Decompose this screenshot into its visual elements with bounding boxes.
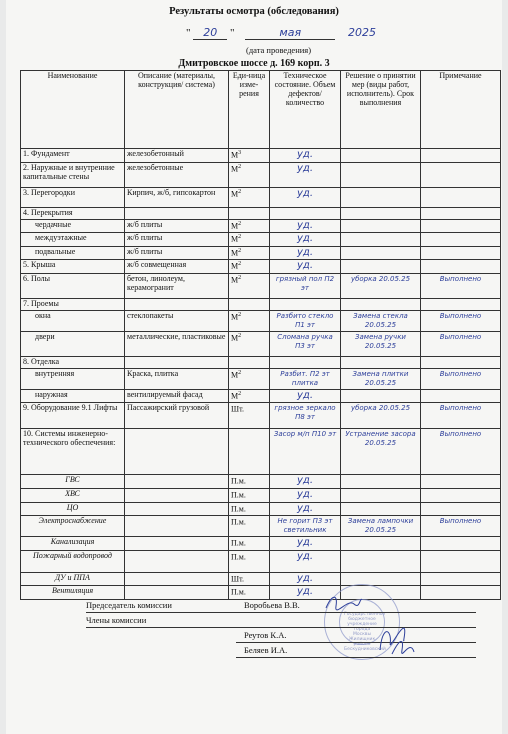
row-decision: [341, 219, 421, 233]
row-unit: [229, 516, 270, 537]
row-state: [270, 233, 341, 247]
table-row: [21, 219, 501, 233]
row-decision-handwriting: Устранение засора 20.05.25: [345, 430, 416, 448]
row-decision-handwriting: Замена плитки 20.05.25: [352, 369, 409, 387]
inspection-document: [6, 0, 502, 734]
row-state-handwriting: Засор м/п П10 эт: [273, 430, 337, 439]
row-decision-handwriting: уборка 20.05.25: [350, 275, 411, 284]
row-name: 3. Перегородки: [21, 187, 125, 207]
row-state: [270, 274, 341, 299]
row-note: [421, 429, 501, 475]
row-decision: [341, 403, 421, 429]
row-state-handwriting: уд.: [296, 246, 313, 258]
table-row: [21, 368, 501, 389]
unit-value: П.м.: [231, 477, 246, 487]
row-unit: [229, 502, 270, 516]
unit-exponent: 3: [238, 150, 242, 156]
row-decision: [341, 311, 421, 332]
unit-exponent: 2: [238, 163, 242, 170]
row-name: Пожарный водопровод: [21, 550, 125, 572]
row-decision: [341, 489, 421, 503]
row-description: железобетонный: [125, 149, 229, 163]
row-unit: [229, 389, 270, 403]
row-name: Электроснабжение: [21, 516, 125, 537]
row-name: двери: [21, 331, 125, 356]
row-state-handwriting: уд.: [296, 187, 313, 199]
table-row: [21, 274, 501, 299]
row-note: [421, 502, 501, 516]
row-description: ж/б плиты: [125, 219, 229, 233]
row-decision: [341, 187, 421, 207]
member2-name: Беляев И.А.: [244, 645, 288, 655]
row-decision-handwriting: уборка 20.05.25: [350, 404, 411, 413]
row-state-handwriting: уд.: [296, 162, 313, 174]
row-decision-handwriting: Замена ручки 20.05.25: [355, 332, 406, 350]
table-row: [21, 537, 501, 551]
unit-value: М: [231, 370, 239, 380]
row-unit: [229, 299, 270, 311]
row-note: [421, 489, 501, 503]
row-state-handwriting: уд.: [296, 260, 313, 272]
row-note-handwriting: Выполнено: [439, 517, 482, 526]
unit-exponent: 2: [238, 369, 242, 376]
unit-value: М: [231, 248, 239, 258]
member2-line: [236, 645, 476, 658]
unit-exponent: 2: [238, 220, 242, 227]
row-note: [421, 162, 501, 187]
unit-value: П.м.: [231, 588, 246, 598]
row-note: [421, 356, 501, 368]
row-state-handwriting: уд.: [296, 233, 313, 245]
row-state-handwriting: уд.: [296, 149, 313, 160]
row-description: стеклопакеты: [125, 311, 229, 332]
row-decision: [341, 356, 421, 368]
unit-exponent: 2: [238, 332, 242, 339]
row-description: ж/б плиты: [125, 233, 229, 247]
date-day: 20: [193, 27, 227, 40]
row-note: [421, 586, 501, 600]
row-description: [125, 299, 229, 311]
row-state-handwriting: уд.: [296, 537, 313, 549]
unit-value: П.м.: [231, 538, 246, 548]
header-description: Описание (материалы, конструкция/ система): [125, 71, 229, 149]
row-state-handwriting: уд.: [296, 572, 313, 584]
row-note-handwriting: Выполнено: [439, 404, 482, 413]
row-decision: [341, 331, 421, 356]
row-description: вентилируемый фасад: [125, 389, 229, 403]
row-note: [421, 233, 501, 247]
row-note: [421, 516, 501, 537]
row-unit: [229, 572, 270, 586]
inspection-date: [186, 27, 382, 40]
stamp-text: Государственное бюджетное учреждение города Москвы Жилищник района Бескудниковский: [344, 612, 386, 652]
row-name: 6. Полы: [21, 274, 125, 299]
row-state: [270, 537, 341, 551]
table-row: [21, 187, 501, 207]
row-note-handwriting: Выполнено: [439, 332, 482, 341]
row-unit: [229, 219, 270, 233]
row-name: ГВС: [21, 475, 125, 489]
row-state-handwriting: Разбито стекло П1 эт: [276, 312, 334, 329]
row-description: бетон, линолеум, керамогранит: [125, 274, 229, 299]
table-row: [21, 233, 501, 247]
unit-value: М: [231, 150, 239, 160]
row-note-handwriting: Выполнено: [439, 430, 482, 439]
table-row: [21, 502, 501, 516]
row-name: внутренняя: [21, 368, 125, 389]
unit-exponent: 2: [238, 275, 242, 282]
document-title: Результаты осмотра (обследования): [169, 6, 339, 17]
row-state: [270, 162, 341, 187]
row-description: Краска, плитка: [125, 368, 229, 389]
row-decision: [341, 149, 421, 163]
table-row: [21, 429, 501, 475]
unit-value: М: [231, 312, 239, 322]
row-note: [421, 537, 501, 551]
row-name: ЦО: [21, 502, 125, 516]
row-description: [125, 586, 229, 600]
row-state: [270, 260, 341, 274]
table-row: [21, 331, 501, 356]
row-name: 1. Фундамент: [21, 149, 125, 163]
table-row: [21, 162, 501, 187]
table-row: [21, 572, 501, 586]
row-decision: [341, 274, 421, 299]
table-row: [21, 489, 501, 503]
row-note: [421, 389, 501, 403]
row-note: [421, 187, 501, 207]
row-state: [270, 246, 341, 260]
row-description: ж/б плиты: [125, 246, 229, 260]
row-state: [270, 149, 341, 163]
row-note: [421, 331, 501, 356]
row-state-handwriting: уд.: [296, 219, 313, 231]
row-description: [125, 207, 229, 219]
row-state: [270, 331, 341, 356]
row-name: 10. Системы инженерно-технического обеспечения:: [21, 429, 125, 475]
row-unit: [229, 550, 270, 572]
members-label: Члены комиссии: [86, 615, 147, 625]
table-row: [21, 389, 501, 403]
unit-value: Шт.: [231, 405, 244, 415]
unit-value: М: [231, 234, 239, 244]
row-unit: [229, 356, 270, 368]
row-unit: [229, 586, 270, 600]
row-description: [125, 502, 229, 516]
row-state-handwriting: уд.: [296, 475, 313, 487]
header-note: Примечание: [421, 71, 501, 149]
row-description: металлические, пластиковые: [125, 331, 229, 356]
row-note-handwriting: Выполнено: [439, 275, 482, 284]
unit-value: П.м.: [231, 552, 246, 562]
row-decision: [341, 368, 421, 389]
row-unit: [229, 429, 270, 475]
table-row: [21, 260, 501, 274]
unit-exponent: 2: [238, 234, 242, 241]
unit-value: П.м.: [231, 504, 246, 514]
row-note: [421, 246, 501, 260]
row-name: 8. Отделка: [21, 356, 125, 368]
row-state: [270, 389, 341, 403]
chair-line: [86, 600, 476, 613]
table-row: [21, 246, 501, 260]
row-decision: [341, 299, 421, 311]
member1-line: [236, 630, 476, 643]
header-decision: Решение о принятии мер (виды работ, исполнитель). Срок выполнения: [341, 71, 421, 149]
row-description: [125, 550, 229, 572]
row-decision: [341, 550, 421, 572]
row-state: [270, 550, 341, 572]
row-name: ХВС: [21, 489, 125, 503]
row-decision: [341, 260, 421, 274]
signature-block: [86, 600, 476, 660]
unit-exponent: 2: [238, 188, 242, 195]
row-decision: [341, 389, 421, 403]
row-note-handwriting: Выполнено: [439, 312, 482, 321]
row-name: междуэтажные: [21, 233, 125, 247]
row-unit: [229, 233, 270, 247]
row-name: 5. Крыша: [21, 260, 125, 274]
table-row: [21, 586, 501, 600]
row-unit: [229, 260, 270, 274]
row-state: [270, 489, 341, 503]
row-name: подвальные: [21, 246, 125, 260]
row-decision: [341, 516, 421, 537]
row-note: [421, 368, 501, 389]
row-state: [270, 299, 341, 311]
date-quote-open: ": [186, 27, 191, 39]
table-row: [21, 356, 501, 368]
row-decision: [341, 207, 421, 219]
row-unit: [229, 311, 270, 332]
row-unit: [229, 368, 270, 389]
row-name: наружная: [21, 389, 125, 403]
unit-exponent: 2: [238, 390, 242, 397]
row-unit: [229, 274, 270, 299]
row-unit: [229, 537, 270, 551]
row-note: [421, 550, 501, 572]
row-name: окна: [21, 311, 125, 332]
inspection-table: [20, 70, 501, 600]
row-unit: [229, 162, 270, 187]
unit-value: М: [231, 391, 239, 401]
row-name: 9. Оборудование 9.1 Лифты: [21, 403, 125, 429]
header-name: Наименование: [21, 71, 125, 149]
row-note: [421, 403, 501, 429]
unit-value: П.м.: [231, 517, 246, 527]
row-unit: [229, 149, 270, 163]
unit-value: М: [231, 333, 239, 343]
table-row: [21, 149, 501, 163]
row-name: Канализация: [21, 537, 125, 551]
unit-value: Шт.: [231, 574, 244, 584]
member2-signature: [390, 634, 416, 660]
unit-exponent: 2: [238, 312, 242, 319]
row-name: 2. Наружные и внутренние капитальные стены: [21, 162, 125, 187]
row-state: [270, 311, 341, 332]
date-quote-close: ": [230, 27, 235, 39]
unit-value: М: [231, 262, 239, 272]
row-state-handwriting: уд.: [296, 550, 313, 562]
date-year: 2025: [348, 26, 376, 39]
row-decision: [341, 475, 421, 489]
table-row: [21, 403, 501, 429]
row-state-handwriting: уд.: [296, 586, 313, 598]
member1-name: Реутов К.А.: [244, 630, 287, 640]
row-state: [270, 516, 341, 537]
row-description: Пассажирский грузовой: [125, 403, 229, 429]
row-state-handwriting: грязный пол П2 эт: [275, 275, 335, 292]
row-decision: [341, 233, 421, 247]
row-name: Вентиляция: [21, 586, 125, 600]
row-note: [421, 475, 501, 489]
row-description: [125, 489, 229, 503]
row-name: 4. Перекрытия: [21, 207, 125, 219]
table-row: [21, 475, 501, 489]
unit-exponent: 2: [238, 247, 242, 254]
row-unit: [229, 331, 270, 356]
row-unit: [229, 187, 270, 207]
row-decision: [341, 162, 421, 187]
row-state-handwriting: Не горит П3 эт светильник: [277, 517, 333, 535]
row-description: железобетонные: [125, 162, 229, 187]
row-decision: [341, 246, 421, 260]
row-description: [125, 475, 229, 489]
unit-value: М: [231, 164, 239, 174]
row-description: [125, 516, 229, 537]
chair-label: Председатель комиссии: [86, 600, 172, 610]
row-state: [270, 219, 341, 233]
row-decision-handwriting: Замена лампочки 20.05.25: [347, 517, 414, 535]
row-state: [270, 356, 341, 368]
row-description: ж/б совмещенная: [125, 260, 229, 274]
row-state-handwriting: уд.: [296, 489, 313, 501]
row-note: [421, 149, 501, 163]
row-state: [270, 502, 341, 516]
building-address: Дмитровское шоссе д. 169 корп. 3: [178, 58, 330, 69]
row-unit: [229, 403, 270, 429]
row-state-handwriting: уд.: [296, 389, 313, 401]
row-note: [421, 299, 501, 311]
row-unit: [229, 246, 270, 260]
row-decision: [341, 572, 421, 586]
row-unit: [229, 475, 270, 489]
members-line: [86, 615, 476, 628]
header-state: Техническое состояние. Объем дефектов/ количество: [270, 71, 341, 149]
row-name: 7. Проемы: [21, 299, 125, 311]
row-note: [421, 260, 501, 274]
row-note: [421, 207, 501, 219]
header-unit: Еди-ница изме-рения: [229, 71, 270, 149]
row-state: [270, 368, 341, 389]
row-state-handwriting: Разбит. П2 эт плитка: [280, 369, 330, 387]
row-state: [270, 403, 341, 429]
table-row: [21, 516, 501, 537]
row-description: Кирпич, ж/б, гипсокартон: [125, 187, 229, 207]
row-state: [270, 429, 341, 475]
unit-value: М: [231, 189, 239, 199]
row-name: ДУ и ППА: [21, 572, 125, 586]
chair-name: Воробьева В.В.: [244, 600, 300, 610]
row-description: [125, 429, 229, 475]
row-note: [421, 219, 501, 233]
unit-value: П.м.: [231, 490, 246, 500]
row-decision: [341, 537, 421, 551]
row-description: [125, 537, 229, 551]
table-row: [21, 207, 501, 219]
row-note: [421, 572, 501, 586]
unit-exponent: 2: [238, 261, 242, 268]
row-state-handwriting: грязное зеркало П8 эт: [274, 404, 336, 422]
row-state-handwriting: уд.: [296, 502, 313, 514]
row-state: [270, 572, 341, 586]
table-row: [21, 311, 501, 332]
row-state: [270, 187, 341, 207]
row-decision: [341, 429, 421, 475]
date-month: мая: [245, 27, 335, 40]
date-caption: (дата проведения): [246, 45, 312, 55]
unit-value: М: [231, 221, 239, 231]
row-unit: [229, 207, 270, 219]
unit-value: М: [231, 275, 239, 285]
row-state-handwriting: Сломана ручка П3 эт: [277, 332, 333, 350]
row-note: [421, 311, 501, 332]
table-row: [21, 299, 501, 311]
row-unit: [229, 489, 270, 503]
row-name: чердачные: [21, 219, 125, 233]
row-state: [270, 207, 341, 219]
row-state: [270, 475, 341, 489]
row-description: [125, 356, 229, 368]
row-note-handwriting: Выполнено: [439, 369, 482, 378]
row-decision-handwriting: Замена стекла 20.05.25: [353, 312, 408, 329]
table-row: [21, 550, 501, 572]
row-decision: [341, 502, 421, 516]
chair-signature: [324, 592, 364, 614]
row-description: [125, 572, 229, 586]
row-note: [421, 274, 501, 299]
